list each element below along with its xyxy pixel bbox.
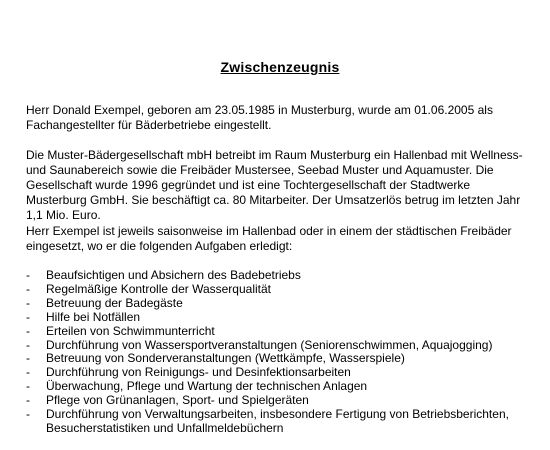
list-item-text: Durchführung von Wassersportveranstaltungen (Seniorenschwimmen, Aquajogging) — [46, 337, 493, 352]
list-marker: - — [26, 268, 30, 282]
task-list — [26, 269, 536, 436]
list-marker: - — [26, 309, 30, 324]
list-item — [26, 366, 536, 380]
list-item — [26, 297, 536, 311]
list-item-text: Durchführung von Verwaltungsarbeiten, insbesondere Fertigung von Betriebsberichten, Besucherstatistiken und Unfallmeldebüchern — [46, 407, 509, 435]
list-marker: - — [26, 295, 30, 310]
list-item-text: Pflege von Grünanlagen, Sport- und Spielgeräten — [46, 393, 309, 408]
list-item-text: Durchführung von Reinigungs- und Desinfektionsarbeiten — [46, 365, 351, 380]
intro-paragraph: Herr Donald Exempel, geboren am 23.05.1985 in Musterburg, wurde am 01.06.2005 als Fachangestellter für Bäderbetriebe eingestellt. — [26, 103, 493, 132]
list-item — [26, 394, 536, 408]
list-marker: - — [26, 323, 30, 338]
list-marker: - — [26, 281, 30, 296]
list-item — [26, 269, 536, 283]
list-item-text: Erteilen von Schwimmunterricht — [46, 323, 215, 338]
list-item-text: Betreuung von Sonderveranstaltungen (Wettkämpfe, Wasserspiele) — [46, 351, 405, 366]
list-item-text: Betreuung der Badegäste — [46, 295, 183, 310]
list-item — [26, 380, 536, 394]
list-item — [26, 311, 536, 325]
list-marker: - — [26, 393, 30, 408]
list-item — [26, 325, 536, 339]
list-item-text: Hilfe bei Notfällen — [46, 309, 141, 324]
list-marker: - — [26, 407, 30, 422]
list-marker: - — [26, 351, 30, 366]
list-item — [26, 408, 536, 436]
list-item-text: Überwachung, Pflege und Wartung der technischen Anlagen — [46, 379, 368, 394]
list-marker: - — [26, 379, 30, 394]
assignment-paragraph: Herr Exempel ist jeweils saisonweise im Hallenbad oder in einem der städtischen Freibäder eingesetzt, wo er die folgenden Aufgaben erledigt: — [26, 224, 512, 253]
company-paragraph: Die Muster-Bädergesellschaft mbH betreibt im Raum Musterburg ein Hallenbad mit Wellness- und Saunabereich sowie die Freibäder Mustersee, Seebad Muster und Aquamuster. Die Gesellschaft wurde 1996 gegründet und ist eine Tochtergesellschaft der Stadtwerke Musterburg GmbH. Sie beschäftigt ca. 80 Mitarbeiter. Der Umsatzerlös betrug im letzten Jahr 1,1 Mio. Euro. — [26, 148, 523, 222]
list-item-text: Regelmäßige Kontrolle der Wasserqualität — [46, 281, 271, 296]
list-marker: - — [26, 365, 30, 380]
list-item-text: Beaufsichtigen und Absichern des Badebetriebs — [46, 268, 301, 282]
list-item — [26, 339, 536, 353]
list-item — [26, 352, 536, 366]
list-marker: - — [26, 337, 30, 352]
document-title: Zwischenzeugnis — [220, 59, 340, 75]
list-item — [26, 283, 536, 297]
